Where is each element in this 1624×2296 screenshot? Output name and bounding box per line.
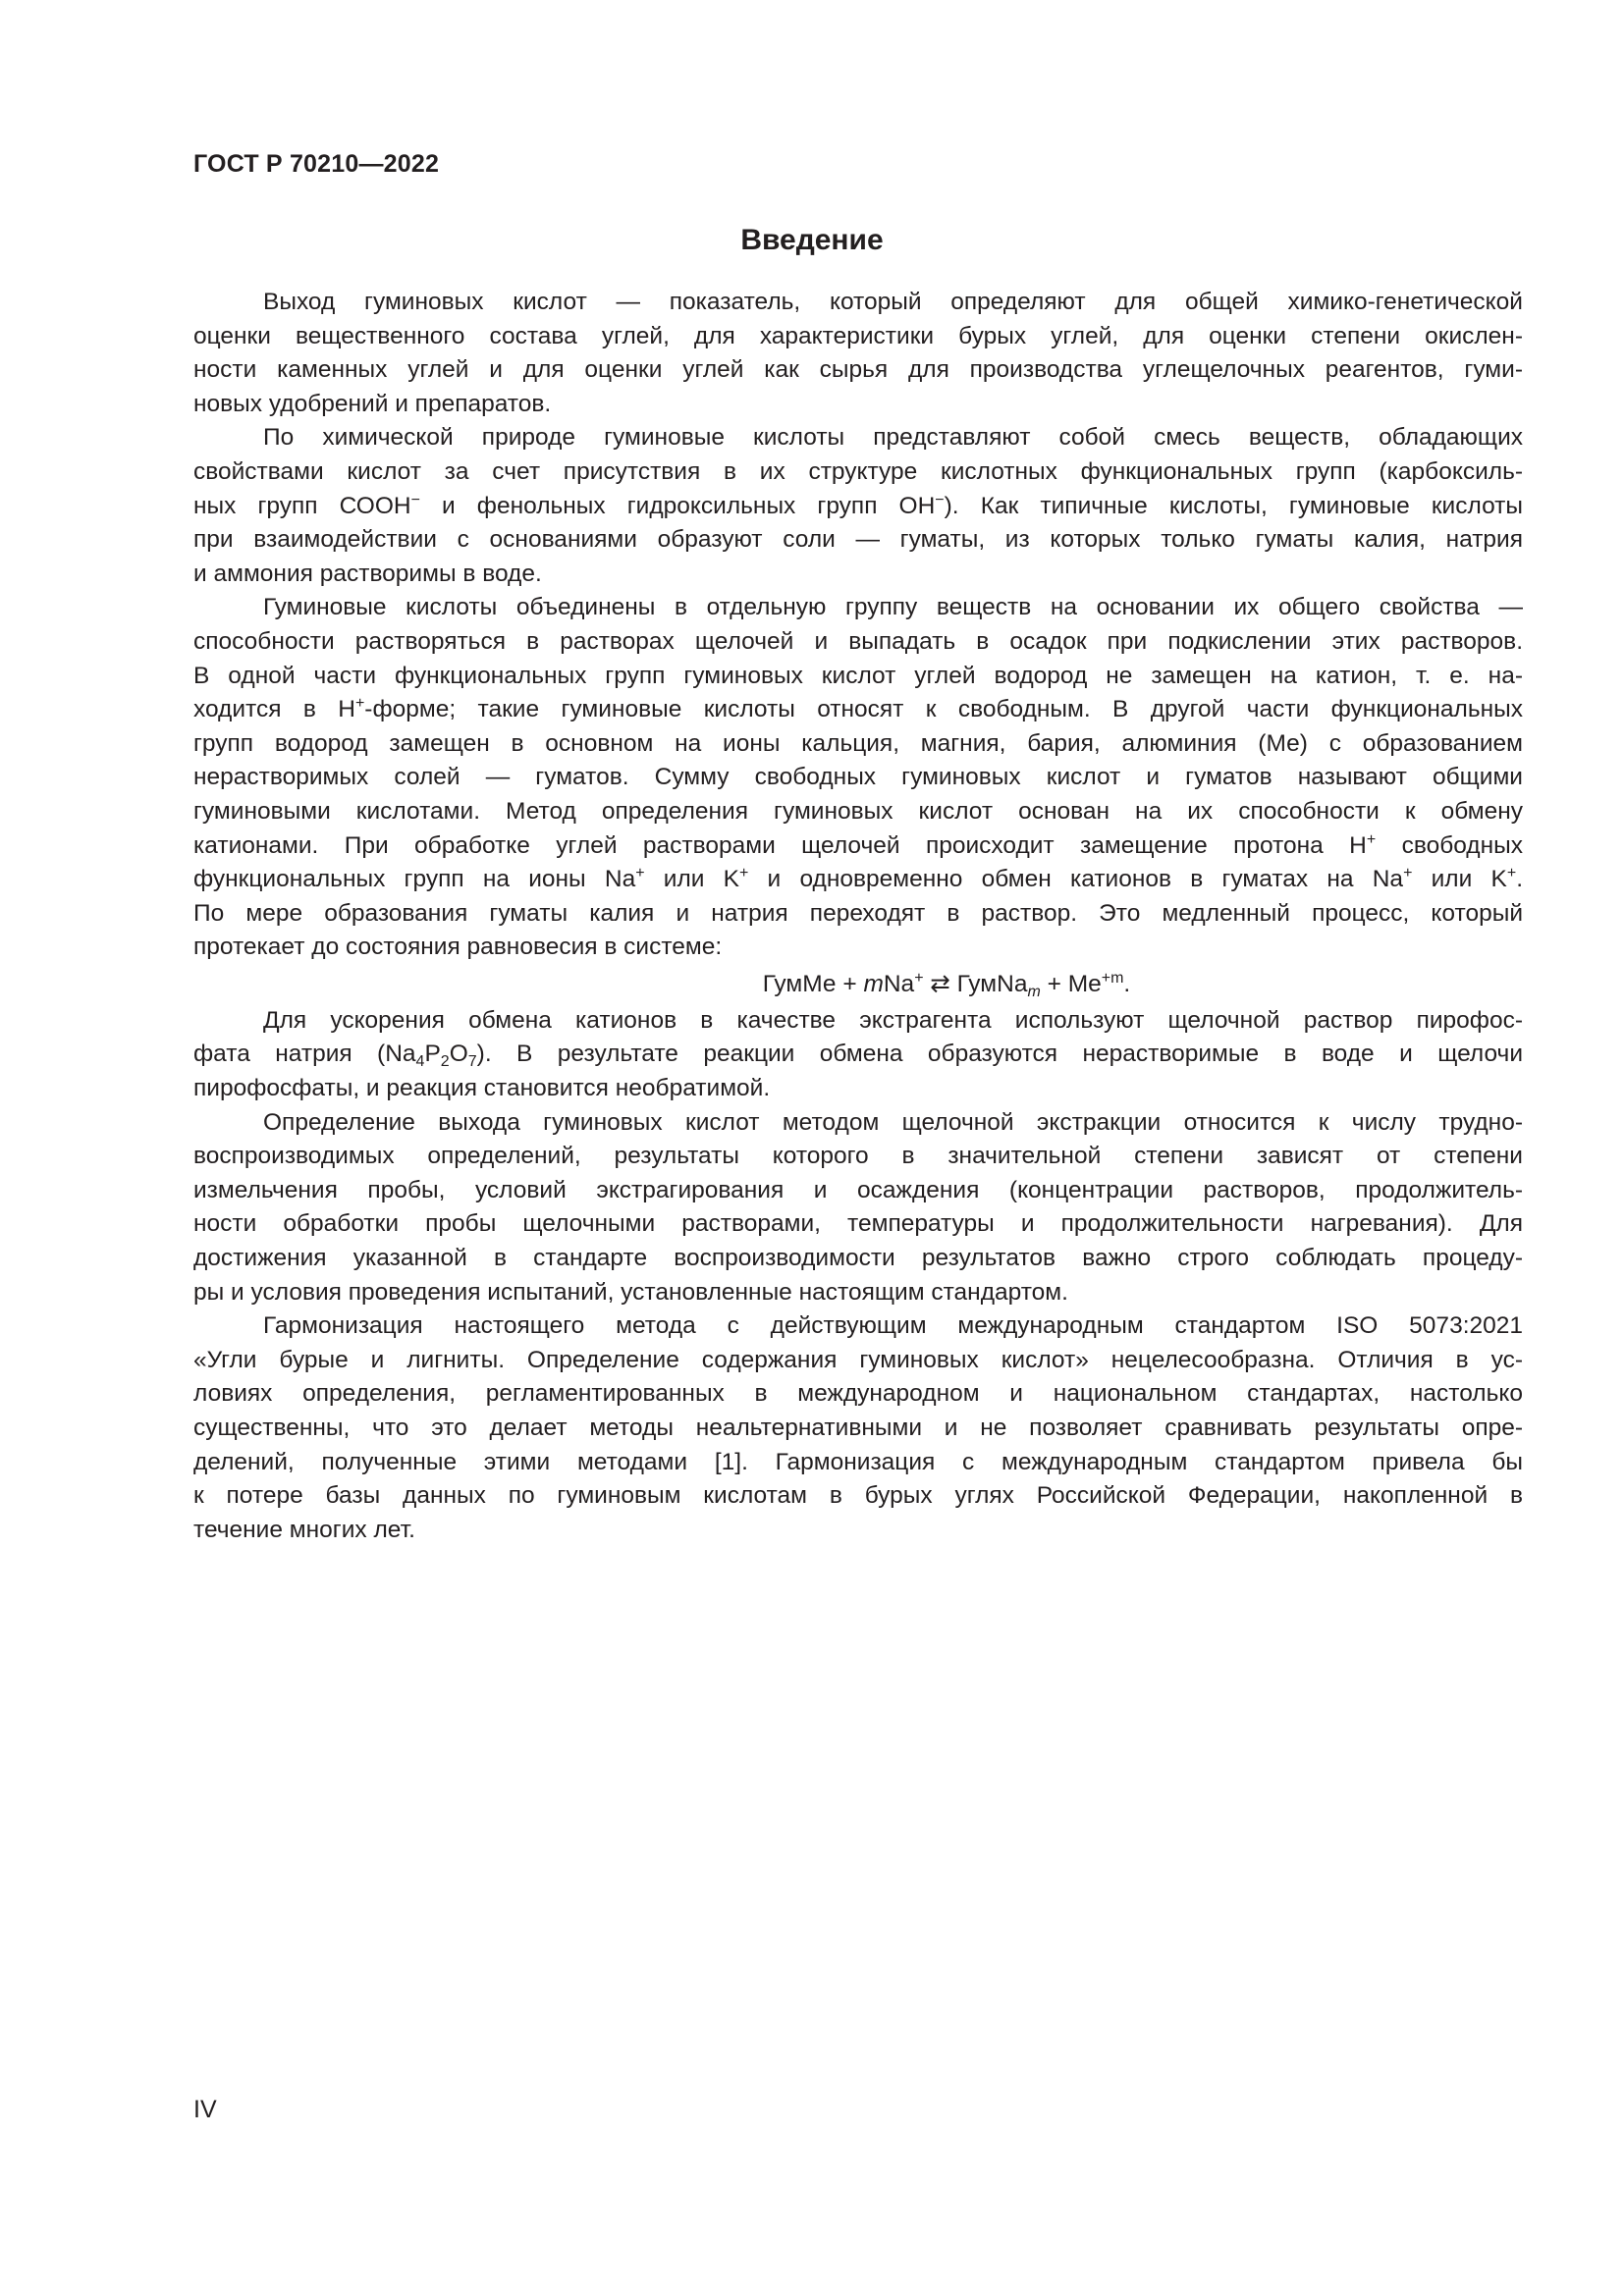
subscript: 4 [415, 1053, 425, 1071]
text-run: и одновременно обмен катионов в гуматах на Na [748, 866, 1404, 893]
text-run: O [449, 1041, 468, 1068]
text-line: способности растворяться в растворах щелочей и выпадать в осадок при подкислении этих растворов. [193, 627, 1523, 655]
superscript-plus: + [354, 695, 365, 713]
text-line: пирофосфаты, и реакция становится необратимой. [193, 1075, 771, 1102]
text-line [193, 863, 1523, 897]
superscript-plus: + [1366, 830, 1377, 848]
text-run: и фенольных гидроксильных групп ОН [419, 492, 936, 519]
text-line: Выход гуминовых кислот — показатель, который определяют для общей химико-генетической [263, 289, 1523, 315]
text-run: фата натрия (Na [193, 1041, 416, 1068]
text-line: По химической природе гуминовые кислоты представляют собой смесь веществ, обладающих [263, 424, 1523, 452]
text-line: к потере базы данных по гуминовым кислотам в бурых углях Российской Федерации, накопленной в [193, 1482, 1523, 1510]
text-line [193, 490, 1523, 524]
text-line [193, 693, 1523, 727]
text-line: при взаимодействии с основаниями образуют соли — гуматы, из которых только гуматы калия, натрия [193, 526, 1523, 554]
formula-run: ГумМе + [762, 970, 864, 997]
text-line [193, 1038, 1523, 1072]
text-line: нерастворимых солей — гуматов. Сумму свободных гуминовых кислот и гуматов называют общими [193, 764, 1523, 791]
text-run: P [424, 1041, 441, 1068]
subscript-variable: m [1027, 983, 1041, 1000]
superscript-plus: + [739, 865, 749, 882]
text-line: ности каменных углей и для оценки углей как сырья для производства углещелочных реагентов, гуми- [193, 356, 1523, 384]
formula-run: . [1123, 970, 1131, 997]
equilibrium-formula [193, 965, 1523, 1004]
text-line: групп водород замещен в основном на ионы кальция, магния, бария, алюминия (Ме) с образованием [193, 729, 1523, 757]
superscript-plus: + [1403, 865, 1413, 882]
text-line: Гуминовые кислоты объединены в отдельную группу веществ на основании их общего свойства — [263, 594, 1523, 621]
text-run: или K [644, 866, 739, 893]
text-run: -форме; такие гуминовые кислоты относят к свободным. В другой части функциональных [364, 696, 1523, 723]
text-run: катионами. При обработке углей растворами щелочей происходит замещение протона Н [193, 831, 1367, 859]
text-line: ловиях определения, регламентированных в международном и национальном стандартах, настолько [193, 1380, 1523, 1408]
text-line: ры и условия проведения испытаний, установленные настоящим стандартом. [193, 1278, 1068, 1306]
formula-run: Na [883, 970, 915, 997]
page-number: IV [193, 2096, 217, 2123]
superscript-charge: +m [1101, 969, 1124, 987]
text-run: ). Как типичные кислоты, гуминовые кислоты [944, 492, 1523, 519]
text-line: достижения указанной в стандарте воспроизводимости результатов важно строго соблюдать процеду- [193, 1245, 1523, 1272]
subscript: 2 [440, 1053, 450, 1071]
section-title: Введение [740, 224, 884, 256]
formula-run: ⇄ ГумNa [923, 970, 1028, 997]
text-run: функциональных групп на ионы Na [193, 866, 636, 893]
text-line: новых удобрений и препаратов. [193, 390, 552, 417]
superscript-minus: − [935, 491, 945, 508]
text-line: измельчения пробы, условий экстрагирования и осаждения (концентрации растворов, продолжитель- [193, 1176, 1523, 1203]
formula-run: + Me [1040, 970, 1102, 997]
text-line: ности обработки пробы щелочными растворами, температуры и продолжительности нагревания). Для [193, 1210, 1523, 1238]
text-line: «Угли бурые и лигниты. Определение содержания гуминовых кислот» нецелесообразна. Отличия в ус- [193, 1346, 1523, 1373]
text-run: ). В результате реакции обмена образуются нерастворимые в воде и щелочи [476, 1041, 1523, 1068]
paragraph-4 [193, 1004, 1523, 1106]
text-line: течение многих лет. [193, 1516, 415, 1543]
text-line: гуминовыми кислотами. Метод определения гуминовых кислот основан на их способности к обмену [193, 797, 1523, 825]
paragraph-2 [193, 421, 1523, 591]
text-line: Для ускорения обмена катионов в качестве экстрагента используют щелочной раствор пирофос- [263, 1006, 1523, 1034]
document-designation: ГОСТ Р 70210—2022 [193, 150, 440, 178]
text-line: воспроизводимых определений, результаты которого в значительной степени зависят от степени [193, 1143, 1523, 1170]
section-body [193, 286, 1523, 1547]
text-run: ходится в Н [193, 696, 355, 723]
subscript: 7 [467, 1053, 477, 1071]
text-line: существенны, что это делает методы неальтернативными и не позволяет сравнивать результаты опре- [193, 1415, 1523, 1441]
text-line: и аммония растворимы в воде. [193, 560, 542, 587]
paragraph-3 [193, 591, 1523, 965]
text-line: протекает до состояния равновесия в системе: [193, 934, 723, 961]
text-line: делений, полученные этими методами [1]. Гармонизация с международным стандартом привела бы [193, 1448, 1523, 1475]
paragraph-1 [193, 286, 1523, 421]
superscript-plus: + [635, 865, 645, 882]
text-line [193, 829, 1523, 864]
text-run: свободных [1376, 831, 1523, 859]
text-run: ных групп СООН [193, 492, 411, 519]
paragraph-6 [193, 1309, 1523, 1547]
formula-variable: m [863, 970, 884, 997]
text-line: В одной части функциональных групп гуминовых кислот углей водород не замещен на катион, т. е. на- [193, 662, 1523, 689]
text-line: По мере образования гуматы калия и натрия переходят в раствор. Это медленный процесс, который [193, 899, 1523, 927]
superscript-minus: − [410, 491, 420, 508]
text-line: Гармонизация настоящего метода с действующим международным стандартом ISO 5073:2021 [263, 1312, 1523, 1340]
paragraph-5 [193, 1106, 1523, 1310]
superscript-plus: + [1506, 865, 1517, 882]
text-run: . [1516, 866, 1524, 893]
text-line: свойствами кислот за счет присутствия в их структуре кислотных функциональных групп (карбоксиль- [193, 457, 1523, 485]
superscript-plus: + [914, 969, 924, 987]
text-run: или K [1412, 866, 1507, 893]
text-line: Определение выхода гуминовых кислот методом щелочной экстракции относится к числу трудно- [263, 1108, 1523, 1136]
text-line: оценки вещественного состава углей, для характеристики бурых углей, для оценки степени окислен- [193, 322, 1523, 349]
